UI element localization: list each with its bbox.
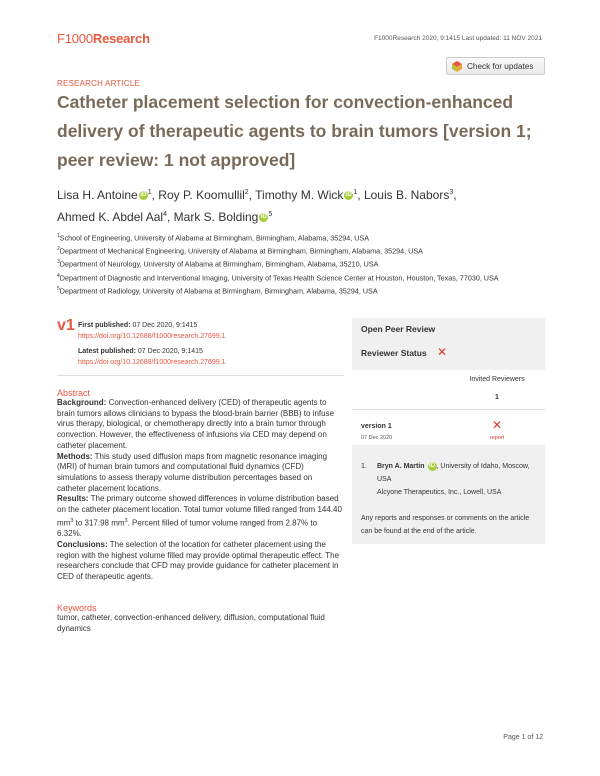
article-title: Catheter placement selection for convection-enhanced delivery of therapeutic agents to brain tumors [version 1; peer review: 1 not approved] (57, 92, 532, 170)
keywords-body: tumor, catheter, convection-enhanced delivery, diffusion, computational fluid dynamics (57, 613, 325, 633)
check-for-updates-button[interactable]: Check for updates (446, 57, 545, 75)
version-label: v1 (57, 317, 75, 334)
reviewer-column-number: 1 (495, 394, 499, 401)
author: Timothy M. Wick (255, 188, 344, 202)
author: Lisa H. Antoine (57, 188, 138, 202)
divider (352, 409, 545, 410)
invited-reviewers-label: Invited Reviewers (469, 376, 525, 383)
publication-info: First published: 07 Dec 2020, 9:1415 https://doi.org/10.12688/f1000research.27699.1 Latest published: 07 Dec 2020, 9:1415 https://doi.org/10.12688/f1000research.27699.1 (78, 321, 226, 373)
orcid-icon[interactable]: iD (345, 192, 352, 199)
author: Ahmed K. Abdel Aal (57, 210, 164, 224)
reviewer-status-label: Reviewer Status (361, 348, 427, 358)
reviewer-name: Bryn A. Martin (377, 463, 425, 470)
article-type: RESEARCH ARTICLE (57, 79, 141, 88)
author: Louis B. Nabors (363, 188, 450, 202)
author: Mark S. Bolding (173, 210, 259, 224)
version-row-label: version 1 (361, 423, 392, 430)
review-heading: Open Peer Review (361, 324, 436, 334)
orcid-icon[interactable]: iD (260, 214, 267, 221)
open-peer-review-panel (352, 318, 545, 544)
keywords-heading: Keywords (57, 603, 97, 613)
latest-doi-link[interactable]: https://doi.org/10.12688/f1000research.27699.1 (78, 358, 226, 366)
author-list: Lisa H. Antoine iD $^1$, Roy P. Koomullil$^2$, Timothy M. Wick iD $^1$, Louis B. Nabors$^3$, Ahmed K. Abdel Aal$^4$, Mark S. Bolding iD $^5$ (57, 188, 457, 224)
reviewer-entry: 1. Bryn A. Martin iD , University of Idaho, Moscow, USA Alcyone Therapeutics, Inc., Lowell, USA (361, 462, 530, 496)
orcid-icon[interactable]: iD (429, 462, 436, 469)
version-date: 07 Dec 2020 (361, 435, 393, 441)
review-footer-note: Any reports and responses or comments on the article can be found at the end of the article. (361, 515, 530, 535)
journal-logo: F1000Research (57, 31, 150, 46)
update-icon (452, 61, 462, 72)
reviewer-table (352, 370, 545, 445)
abstract-body: Background: Convection-enhanced delivery (CED) of therapeutic agents to brain tumors allows clinicians to bypass the blood-brain barrier (BBB) to infuse virus therapy, biological, or chemotherapy directly into a brain tumor through convection. However, the effectiveness of infusions via CED may depend on catheter placement. Methods: This study used diffusion maps from magnetic resonance imaging (MRI) of human brain tumors and computational fluid dynamics (CFD) simulations to assess therapy volume distribution percentages based on catheter placement locations. Results: The primary outcome showed differences in volume distribution based on the catheter placement location. Total tumor volume filled ranged from 144.40 $mm^3$ to 317.98 $mm^3$. Percent filled of tumor volume ranged from 2.87% to 6.32%. Conclusions: The selection of the location for catheter placement using the region with the highest volume filled may provide optimal therapeutic effect. The researchers conclude that CFD may provide guidance for catheter placement in CED of therapeutic agents. (57, 398, 342, 581)
abstract-heading: Abstract (57, 388, 91, 398)
citation-line: F1000Research 2020, 9:1415 Last updated: 11 NOV 2021 (374, 35, 542, 42)
not-approved-icon: ✕ (437, 345, 448, 359)
divider (57, 375, 344, 376)
affiliations: $^1$School of Engineering, University of Alabama at Birmingham, Birmingham, Alabama, 35294, USA $^2$Department of Mechanical Engineering, University of Alabama at Birmingham, Birmingham, Alabama, 35294, USA $^3$Department of Neurology, University of Alabama at Birmingham, Birmingham, Alabama, 35210, USA $^4$Department of Diagnostic and Interventional Imaging, University of Texas Health Science Center at Houston, Houston, Texas, 77030, USA $^5$Department of Radiology, University of Alabama at Birmingham, Birmingham, Alabama, 35294, USA (57, 233, 499, 296)
first-doi-link[interactable]: https://doi.org/10.12688/f1000research.27699.1 (78, 332, 226, 340)
report-status-icon[interactable]: ✕ (491, 418, 503, 432)
author: Roy P. Koomullil (158, 188, 245, 202)
orcid-icon[interactable]: iD (140, 192, 147, 199)
page-number: Page 1 of 12 (503, 734, 543, 741)
report-link[interactable]: report (489, 435, 505, 441)
